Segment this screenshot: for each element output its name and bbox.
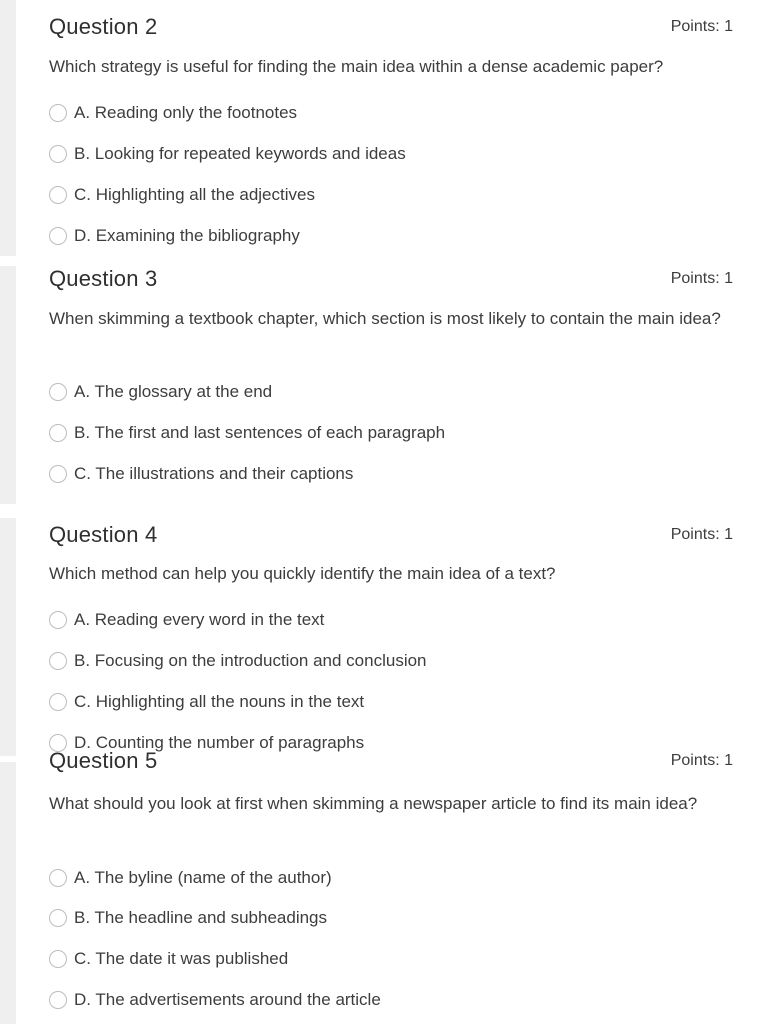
card-side-bar xyxy=(0,518,16,756)
answer-option-c[interactable] xyxy=(49,946,288,972)
question-header xyxy=(49,748,739,778)
card-side-bar xyxy=(0,762,16,1024)
option-label: A. The glossary at the end xyxy=(74,382,273,401)
question-header xyxy=(49,522,739,552)
answer-option-a[interactable] xyxy=(49,607,324,633)
answer-option-b[interactable] xyxy=(49,141,406,167)
card-side-bar xyxy=(0,266,16,504)
radio-button-icon[interactable] xyxy=(49,383,67,401)
question-points: Points: 1 xyxy=(670,526,733,543)
answer-option-c[interactable] xyxy=(49,182,315,208)
question-title: Question 3 xyxy=(49,266,158,291)
answer-option-b[interactable] xyxy=(49,648,427,674)
radio-button-icon[interactable] xyxy=(49,424,67,442)
answer-option-d[interactable] xyxy=(49,987,381,1013)
question-title: Question 4 xyxy=(49,522,158,547)
radio-button-icon[interactable] xyxy=(49,186,67,204)
question-title: Question 2 xyxy=(49,14,158,39)
question-points: Points: 1 xyxy=(670,18,733,35)
radio-button-icon[interactable] xyxy=(49,869,67,887)
option-label: B. Looking for repeated keywords and ideas xyxy=(74,144,406,163)
answer-option-a[interactable] xyxy=(49,379,272,405)
question-card-4 xyxy=(0,518,766,756)
option-label: B. The first and last sentences of each paragraph xyxy=(74,423,446,442)
question-card-5 xyxy=(0,748,766,1024)
answer-option-c[interactable] xyxy=(49,689,364,715)
option-label: C. Highlighting all the adjectives xyxy=(74,185,315,204)
radio-button-icon[interactable] xyxy=(49,991,67,1009)
question-card-3 xyxy=(0,266,766,504)
radio-button-icon[interactable] xyxy=(49,693,67,711)
radio-button-icon[interactable] xyxy=(49,227,67,245)
question-card-2 xyxy=(0,0,766,256)
option-label: B. The headline and subheadings xyxy=(74,908,327,927)
question-header xyxy=(49,14,739,44)
radio-button-icon[interactable] xyxy=(49,465,67,483)
question-header xyxy=(49,266,739,296)
answer-option-c[interactable] xyxy=(49,461,353,487)
option-label: C. The date it was published xyxy=(74,949,289,968)
answer-option-a[interactable] xyxy=(49,865,332,891)
option-label: D. Examining the bibliography xyxy=(74,226,300,245)
radio-button-icon[interactable] xyxy=(49,611,67,629)
answer-option-b[interactable] xyxy=(49,905,327,931)
option-label: A. The byline (name of the author) xyxy=(74,868,332,887)
card-side-bar xyxy=(0,0,16,256)
option-label: D. The advertisements around the article xyxy=(74,990,381,1009)
answer-option-d[interactable] xyxy=(49,223,300,249)
option-label: A. Reading only the footnotes xyxy=(74,103,298,122)
radio-button-icon[interactable] xyxy=(49,909,67,927)
question-title: Question 5 xyxy=(49,748,158,773)
question-text: Which method can help you quickly identify the main idea of a text? xyxy=(49,564,556,583)
question-points: Points: 1 xyxy=(670,752,733,769)
question-text: What should you look at first when skimming a newspaper article to find its main idea? xyxy=(49,794,698,813)
radio-button-icon[interactable] xyxy=(49,652,67,670)
answer-option-a[interactable] xyxy=(49,100,297,126)
question-points: Points: 1 xyxy=(670,270,733,287)
question-text: Which strategy is useful for finding the main idea within a dense academic paper? xyxy=(49,57,664,76)
answer-option-b[interactable] xyxy=(49,420,445,446)
option-label: A. Reading every word in the text xyxy=(74,610,325,629)
radio-button-icon[interactable] xyxy=(49,145,67,163)
radio-button-icon[interactable] xyxy=(49,104,67,122)
option-label: C. The illustrations and their captions xyxy=(74,464,354,483)
option-label: C. Highlighting all the nouns in the text xyxy=(74,692,365,711)
question-text: When skimming a textbook chapter, which section is most likely to contain the main idea? xyxy=(49,309,721,328)
radio-button-icon[interactable] xyxy=(49,950,67,968)
option-label: B. Focusing on the introduction and conclusion xyxy=(74,651,427,670)
option-label: D. Counting the number of paragraphs xyxy=(74,733,365,752)
